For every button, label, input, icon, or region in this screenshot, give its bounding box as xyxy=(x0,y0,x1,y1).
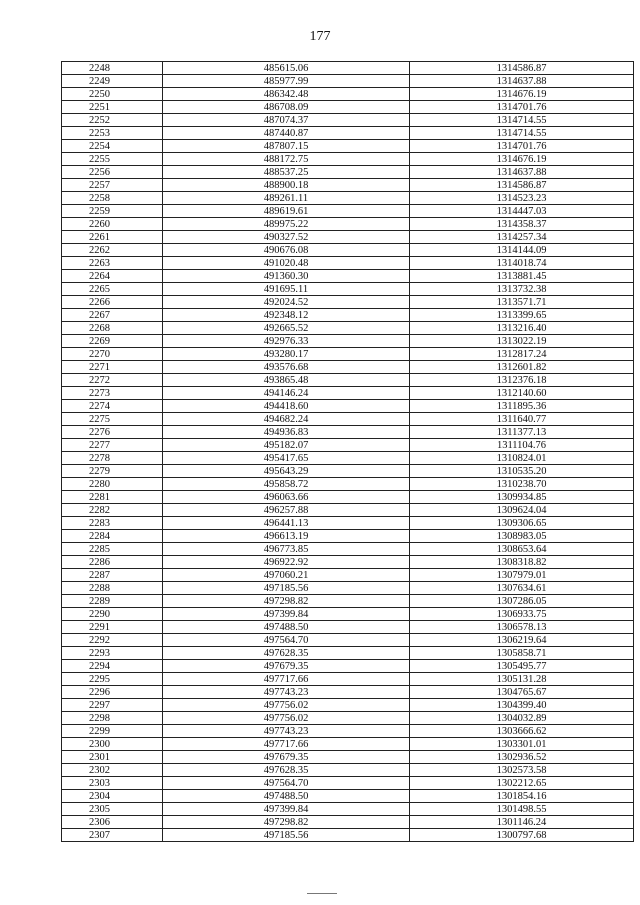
table-row xyxy=(62,478,634,491)
table-row xyxy=(62,777,634,790)
x-coordinate-cell: 497488.50 xyxy=(163,621,410,634)
point-number-cell: 2250 xyxy=(62,88,163,101)
y-coordinate-cell: 1311895.36 xyxy=(410,400,634,413)
x-coordinate-cell: 497564.70 xyxy=(163,777,410,790)
table-row xyxy=(62,660,634,673)
coordinates-table xyxy=(61,61,634,842)
x-coordinate-cell: 495858.72 xyxy=(163,478,410,491)
y-coordinate-cell: 1311640.77 xyxy=(410,413,634,426)
table-row xyxy=(62,439,634,452)
table-row xyxy=(62,374,634,387)
x-coordinate-cell: 495182.07 xyxy=(163,439,410,452)
x-coordinate-cell: 486342.48 xyxy=(163,88,410,101)
table-row xyxy=(62,504,634,517)
table-row xyxy=(62,296,634,309)
x-coordinate-cell: 493865.48 xyxy=(163,374,410,387)
point-number-cell: 2261 xyxy=(62,231,163,244)
point-number-cell: 2248 xyxy=(62,62,163,75)
point-number-cell: 2259 xyxy=(62,205,163,218)
point-number-cell: 2284 xyxy=(62,530,163,543)
table-row xyxy=(62,283,634,296)
point-number-cell: 2277 xyxy=(62,439,163,452)
x-coordinate-cell: 487074.37 xyxy=(163,114,410,127)
table-row xyxy=(62,140,634,153)
y-coordinate-cell: 1312140.60 xyxy=(410,387,634,400)
y-coordinate-cell: 1314714.55 xyxy=(410,127,634,140)
point-number-cell: 2249 xyxy=(62,75,163,88)
y-coordinate-cell: 1314714.55 xyxy=(410,114,634,127)
y-coordinate-cell: 1313399.65 xyxy=(410,309,634,322)
y-coordinate-cell: 1314523.23 xyxy=(410,192,634,205)
footer-mark xyxy=(307,893,337,894)
table-row xyxy=(62,127,634,140)
x-coordinate-cell: 494936.83 xyxy=(163,426,410,439)
table-row xyxy=(62,244,634,257)
table-row xyxy=(62,153,634,166)
y-coordinate-cell: 1305495.77 xyxy=(410,660,634,673)
x-coordinate-cell: 493280.17 xyxy=(163,348,410,361)
y-coordinate-cell: 1314257.34 xyxy=(410,231,634,244)
x-coordinate-cell: 492348.12 xyxy=(163,309,410,322)
point-number-cell: 2303 xyxy=(62,777,163,790)
y-coordinate-cell: 1310238.70 xyxy=(410,478,634,491)
table-row xyxy=(62,348,634,361)
x-coordinate-cell: 487807.15 xyxy=(163,140,410,153)
y-coordinate-cell: 1303666.62 xyxy=(410,725,634,738)
x-coordinate-cell: 497717.66 xyxy=(163,673,410,686)
point-number-cell: 2255 xyxy=(62,153,163,166)
point-number-cell: 2260 xyxy=(62,218,163,231)
y-coordinate-cell: 1306578.13 xyxy=(410,621,634,634)
x-coordinate-cell: 494146.24 xyxy=(163,387,410,400)
point-number-cell: 2294 xyxy=(62,660,163,673)
y-coordinate-cell: 1301854.16 xyxy=(410,790,634,803)
table-row xyxy=(62,829,634,842)
y-coordinate-cell: 1304765.67 xyxy=(410,686,634,699)
table-row xyxy=(62,595,634,608)
point-number-cell: 2291 xyxy=(62,621,163,634)
table-row xyxy=(62,556,634,569)
x-coordinate-cell: 496063.66 xyxy=(163,491,410,504)
table-row xyxy=(62,465,634,478)
table-row xyxy=(62,75,634,88)
table-row xyxy=(62,712,634,725)
table-row xyxy=(62,686,634,699)
point-number-cell: 2288 xyxy=(62,582,163,595)
table-row xyxy=(62,452,634,465)
table-row xyxy=(62,816,634,829)
point-number-cell: 2279 xyxy=(62,465,163,478)
table-row xyxy=(62,803,634,816)
y-coordinate-cell: 1308653.64 xyxy=(410,543,634,556)
point-number-cell: 2299 xyxy=(62,725,163,738)
y-coordinate-cell: 1302936.52 xyxy=(410,751,634,764)
point-number-cell: 2263 xyxy=(62,257,163,270)
x-coordinate-cell: 497756.02 xyxy=(163,699,410,712)
table-row xyxy=(62,387,634,400)
point-number-cell: 2252 xyxy=(62,114,163,127)
y-coordinate-cell: 1314701.76 xyxy=(410,140,634,153)
table-row xyxy=(62,192,634,205)
x-coordinate-cell: 491020.48 xyxy=(163,257,410,270)
table-row xyxy=(62,322,634,335)
y-coordinate-cell: 1308318.82 xyxy=(410,556,634,569)
x-coordinate-cell: 497298.82 xyxy=(163,816,410,829)
x-coordinate-cell: 496613.19 xyxy=(163,530,410,543)
table-row xyxy=(62,517,634,530)
x-coordinate-cell: 497717.66 xyxy=(163,738,410,751)
y-coordinate-cell: 1314447.03 xyxy=(410,205,634,218)
y-coordinate-cell: 1314144.09 xyxy=(410,244,634,257)
point-number-cell: 2287 xyxy=(62,569,163,582)
point-number-cell: 2283 xyxy=(62,517,163,530)
table-row xyxy=(62,62,634,75)
y-coordinate-cell: 1314586.87 xyxy=(410,179,634,192)
x-coordinate-cell: 485977.99 xyxy=(163,75,410,88)
point-number-cell: 2281 xyxy=(62,491,163,504)
y-coordinate-cell: 1304032.89 xyxy=(410,712,634,725)
y-coordinate-cell: 1304399.40 xyxy=(410,699,634,712)
table-row xyxy=(62,179,634,192)
y-coordinate-cell: 1312376.18 xyxy=(410,374,634,387)
point-number-cell: 2300 xyxy=(62,738,163,751)
table-row xyxy=(62,309,634,322)
table-row xyxy=(62,634,634,647)
x-coordinate-cell: 497628.35 xyxy=(163,764,410,777)
table-row xyxy=(62,335,634,348)
x-coordinate-cell: 496441.13 xyxy=(163,517,410,530)
y-coordinate-cell: 1314701.76 xyxy=(410,101,634,114)
x-coordinate-cell: 494682.24 xyxy=(163,413,410,426)
x-coordinate-cell: 495417.65 xyxy=(163,452,410,465)
table-row xyxy=(62,621,634,634)
x-coordinate-cell: 497399.84 xyxy=(163,803,410,816)
point-number-cell: 2278 xyxy=(62,452,163,465)
point-number-cell: 2264 xyxy=(62,270,163,283)
table-row xyxy=(62,166,634,179)
point-number-cell: 2282 xyxy=(62,504,163,517)
table-row xyxy=(62,114,634,127)
point-number-cell: 2271 xyxy=(62,361,163,374)
y-coordinate-cell: 1313022.19 xyxy=(410,335,634,348)
table-row xyxy=(62,218,634,231)
y-coordinate-cell: 1310824.01 xyxy=(410,452,634,465)
point-number-cell: 2293 xyxy=(62,647,163,660)
table-row xyxy=(62,530,634,543)
point-number-cell: 2280 xyxy=(62,478,163,491)
point-number-cell: 2268 xyxy=(62,322,163,335)
y-coordinate-cell: 1305131.28 xyxy=(410,673,634,686)
table-row xyxy=(62,569,634,582)
y-coordinate-cell: 1307979.01 xyxy=(410,569,634,582)
x-coordinate-cell: 492976.33 xyxy=(163,335,410,348)
point-number-cell: 2262 xyxy=(62,244,163,257)
point-number-cell: 2305 xyxy=(62,803,163,816)
table-row xyxy=(62,400,634,413)
y-coordinate-cell: 1314637.88 xyxy=(410,75,634,88)
x-coordinate-cell: 497743.23 xyxy=(163,686,410,699)
x-coordinate-cell: 489975.22 xyxy=(163,218,410,231)
point-number-cell: 2251 xyxy=(62,101,163,114)
x-coordinate-cell: 485615.06 xyxy=(163,62,410,75)
y-coordinate-cell: 1314018.74 xyxy=(410,257,634,270)
point-number-cell: 2257 xyxy=(62,179,163,192)
x-coordinate-cell: 496257.88 xyxy=(163,504,410,517)
table-row xyxy=(62,764,634,777)
table-row xyxy=(62,608,634,621)
y-coordinate-cell: 1312601.82 xyxy=(410,361,634,374)
table-row xyxy=(62,88,634,101)
y-coordinate-cell: 1313881.45 xyxy=(410,270,634,283)
point-number-cell: 2275 xyxy=(62,413,163,426)
y-coordinate-cell: 1314586.87 xyxy=(410,62,634,75)
x-coordinate-cell: 497679.35 xyxy=(163,751,410,764)
point-number-cell: 2266 xyxy=(62,296,163,309)
y-coordinate-cell: 1314637.88 xyxy=(410,166,634,179)
x-coordinate-cell: 492024.52 xyxy=(163,296,410,309)
y-coordinate-cell: 1303301.01 xyxy=(410,738,634,751)
y-coordinate-cell: 1301146.24 xyxy=(410,816,634,829)
table-row xyxy=(62,790,634,803)
point-number-cell: 2286 xyxy=(62,556,163,569)
table-row xyxy=(62,582,634,595)
y-coordinate-cell: 1311104.76 xyxy=(410,439,634,452)
x-coordinate-cell: 497185.56 xyxy=(163,582,410,595)
point-number-cell: 2269 xyxy=(62,335,163,348)
y-coordinate-cell: 1314358.37 xyxy=(410,218,634,231)
y-coordinate-cell: 1306219.64 xyxy=(410,634,634,647)
x-coordinate-cell: 490676.08 xyxy=(163,244,410,257)
page-number: 177 xyxy=(309,29,331,44)
x-coordinate-cell: 492665.52 xyxy=(163,322,410,335)
point-number-cell: 2290 xyxy=(62,608,163,621)
y-coordinate-cell: 1309624.04 xyxy=(410,504,634,517)
point-number-cell: 2296 xyxy=(62,686,163,699)
x-coordinate-cell: 496773.85 xyxy=(163,543,410,556)
point-number-cell: 2272 xyxy=(62,374,163,387)
point-number-cell: 2292 xyxy=(62,634,163,647)
x-coordinate-cell: 489619.61 xyxy=(163,205,410,218)
y-coordinate-cell: 1301498.55 xyxy=(410,803,634,816)
point-number-cell: 2285 xyxy=(62,543,163,556)
table-row xyxy=(62,699,634,712)
point-number-cell: 2254 xyxy=(62,140,163,153)
x-coordinate-cell: 497679.35 xyxy=(163,660,410,673)
x-coordinate-cell: 488900.18 xyxy=(163,179,410,192)
x-coordinate-cell: 497185.56 xyxy=(163,829,410,842)
y-coordinate-cell: 1311377.13 xyxy=(410,426,634,439)
y-coordinate-cell: 1309934.85 xyxy=(410,491,634,504)
y-coordinate-cell: 1302212.65 xyxy=(410,777,634,790)
point-number-cell: 2297 xyxy=(62,699,163,712)
table-row xyxy=(62,361,634,374)
x-coordinate-cell: 497756.02 xyxy=(163,712,410,725)
point-number-cell: 2304 xyxy=(62,790,163,803)
y-coordinate-cell: 1306933.75 xyxy=(410,608,634,621)
y-coordinate-cell: 1307634.61 xyxy=(410,582,634,595)
x-coordinate-cell: 490327.52 xyxy=(163,231,410,244)
point-number-cell: 2273 xyxy=(62,387,163,400)
table-row xyxy=(62,725,634,738)
x-coordinate-cell: 497060.21 xyxy=(163,569,410,582)
x-coordinate-cell: 493576.68 xyxy=(163,361,410,374)
y-coordinate-cell: 1300797.68 xyxy=(410,829,634,842)
x-coordinate-cell: 488172.75 xyxy=(163,153,410,166)
table-row xyxy=(62,413,634,426)
point-number-cell: 2267 xyxy=(62,309,163,322)
point-number-cell: 2302 xyxy=(62,764,163,777)
point-number-cell: 2270 xyxy=(62,348,163,361)
point-number-cell: 2274 xyxy=(62,400,163,413)
y-coordinate-cell: 1312817.24 xyxy=(410,348,634,361)
table-row xyxy=(62,231,634,244)
point-number-cell: 2276 xyxy=(62,426,163,439)
x-coordinate-cell: 488537.25 xyxy=(163,166,410,179)
point-number-cell: 2295 xyxy=(62,673,163,686)
y-coordinate-cell: 1314676.19 xyxy=(410,153,634,166)
y-coordinate-cell: 1309306.65 xyxy=(410,517,634,530)
point-number-cell: 2253 xyxy=(62,127,163,140)
y-coordinate-cell: 1307286.05 xyxy=(410,595,634,608)
x-coordinate-cell: 496922.92 xyxy=(163,556,410,569)
table-row xyxy=(62,205,634,218)
point-number-cell: 2258 xyxy=(62,192,163,205)
y-coordinate-cell: 1314676.19 xyxy=(410,88,634,101)
table-row xyxy=(62,647,634,660)
x-coordinate-cell: 497628.35 xyxy=(163,647,410,660)
x-coordinate-cell: 497743.23 xyxy=(163,725,410,738)
point-number-cell: 2265 xyxy=(62,283,163,296)
point-number-cell: 2256 xyxy=(62,166,163,179)
x-coordinate-cell: 497298.82 xyxy=(163,595,410,608)
table-row xyxy=(62,673,634,686)
x-coordinate-cell: 494418.60 xyxy=(163,400,410,413)
table-row xyxy=(62,543,634,556)
x-coordinate-cell: 497399.84 xyxy=(163,608,410,621)
y-coordinate-cell: 1313571.71 xyxy=(410,296,634,309)
y-coordinate-cell: 1310535.20 xyxy=(410,465,634,478)
point-number-cell: 2306 xyxy=(62,816,163,829)
table-row xyxy=(62,491,634,504)
point-number-cell: 2301 xyxy=(62,751,163,764)
x-coordinate-cell: 491695.11 xyxy=(163,283,410,296)
y-coordinate-cell: 1313216.40 xyxy=(410,322,634,335)
x-coordinate-cell: 497564.70 xyxy=(163,634,410,647)
table-row xyxy=(62,751,634,764)
y-coordinate-cell: 1308983.05 xyxy=(410,530,634,543)
x-coordinate-cell: 495643.29 xyxy=(163,465,410,478)
table-row xyxy=(62,426,634,439)
y-coordinate-cell: 1305858.71 xyxy=(410,647,634,660)
table-row xyxy=(62,270,634,283)
table-row xyxy=(62,257,634,270)
x-coordinate-cell: 489261.11 xyxy=(163,192,410,205)
y-coordinate-cell: 1302573.58 xyxy=(410,764,634,777)
x-coordinate-cell: 491360.30 xyxy=(163,270,410,283)
x-coordinate-cell: 497488.50 xyxy=(163,790,410,803)
table-row xyxy=(62,738,634,751)
table-row xyxy=(62,101,634,114)
x-coordinate-cell: 487440.87 xyxy=(163,127,410,140)
coordinates-table-body xyxy=(62,62,634,842)
point-number-cell: 2289 xyxy=(62,595,163,608)
point-number-cell: 2307 xyxy=(62,829,163,842)
point-number-cell: 2298 xyxy=(62,712,163,725)
y-coordinate-cell: 1313732.38 xyxy=(410,283,634,296)
x-coordinate-cell: 486708.09 xyxy=(163,101,410,114)
